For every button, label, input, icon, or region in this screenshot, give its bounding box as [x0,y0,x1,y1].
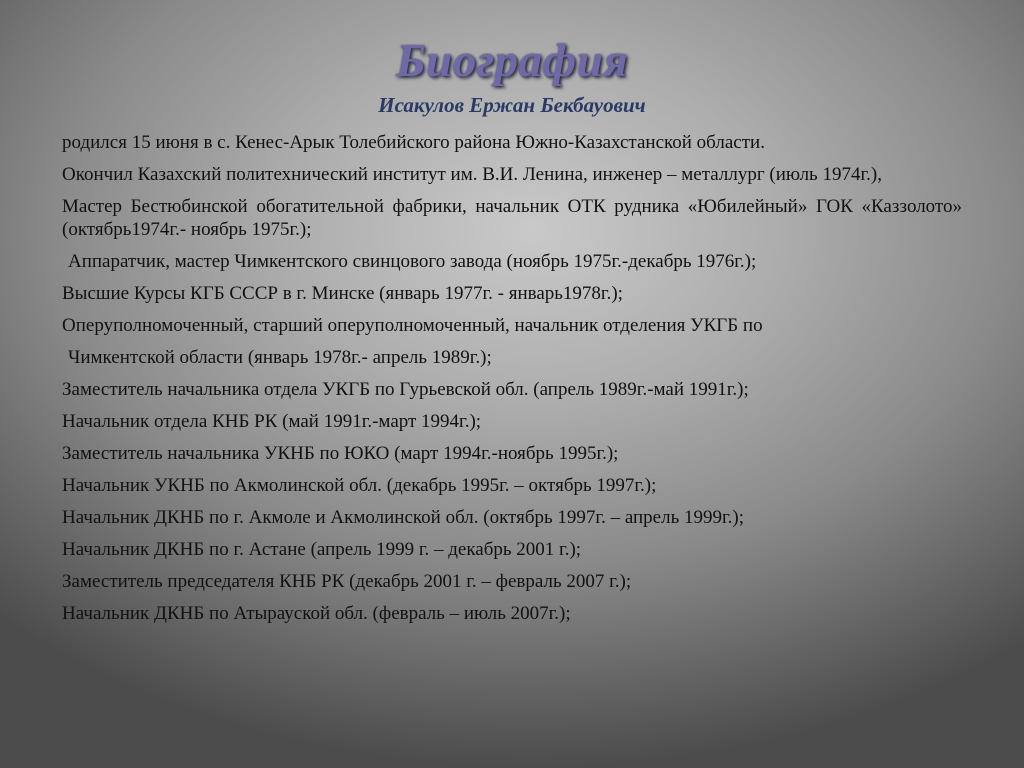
biography-line: Начальник ДКНБ по г. Астане (апрель 1999 г. – декабрь 2001 г.); [62,539,582,560]
biography-line: Начальник отдела КНБ РК (май 1991г.-март 1994г.); [62,411,482,432]
biography-line: Оперуполномоченный, старший оперуполномоченный, начальник отделения УКГБ по [62,315,763,336]
slide-subtitle: Исакулов Ержан Бекбауович [378,93,646,117]
biography-line: Начальник ДКНБ по Атырауской обл. (февраль – июль 2007г.); [62,603,571,624]
biography-line: Аппаратчик, мастер Чимкентского свинцового завода (ноябрь 1975г.-декабрь 1976г.); [68,251,757,272]
biography-line: родился 15 июня в с. Кенес-Арык Толебийского района Южно-Казахстанской области. [62,132,765,153]
biography-line: Заместитель начальника УКНБ по ЮКО (март 1994г.-ноябрь 1995г.); [62,443,619,464]
biography-line: Чимкентской области (январь 1978г.- апрель 1989г.); [68,347,492,368]
biography-line: Начальник ДКНБ по г. Акмоле и Акмолинской обл. (октябрь 1997г. – апрель 1999г.); [62,507,745,528]
biography-text [62,131,962,634]
biography-line: Высшие Курсы КГБ СССР в г. Минске (январь 1977г. - январь1978г.); [62,283,623,304]
slide-title: Биография [395,35,629,87]
biography-line: Начальник УКНБ по Акмолинской обл. (декабрь 1995г. – октябрь 1997г.); [62,475,657,496]
biography-line: Окончил Казахский политехнический институт им. В.И. Ленина, инженер – металлург (июль 1974г.), [62,164,882,185]
biography-line: Заместитель начальника отдела УКГБ по Гурьевской обл. (апрель 1989г.-май 1991г.); [62,379,749,400]
biography-line: Мастер Бестюбинской обогатительной фабрики, начальник ОТК рудника «Юбилейный» ГОК «Каззолото» (октябрь1974г.- ноябрь 1975г.); [62,196,962,240]
biography-line: Заместитель председателя КНБ РК (декабрь 2001 г. – февраль 2007 г.); [62,571,632,592]
